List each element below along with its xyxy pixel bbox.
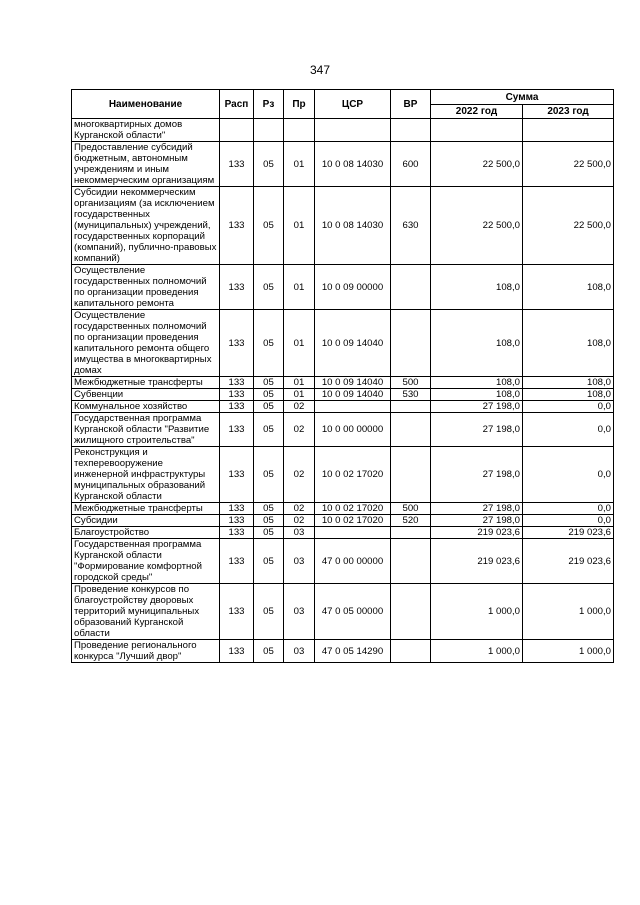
cell-2023: 108,0	[523, 265, 614, 310]
cell-rz	[254, 119, 284, 142]
cell-name: многоквартирных домов Курганской области"	[72, 119, 220, 142]
cell-csr: 10 0 08 14030	[315, 142, 391, 187]
cell-2022: 22 500,0	[431, 142, 523, 187]
cell-rz: 05	[254, 640, 284, 663]
cell-2022: 27 198,0	[431, 515, 523, 527]
cell-rasp: 133	[220, 527, 254, 539]
cell-vr	[391, 310, 431, 377]
cell-2022: 27 198,0	[431, 447, 523, 503]
cell-2023: 108,0	[523, 389, 614, 401]
table-row	[72, 527, 614, 539]
cell-rz: 05	[254, 142, 284, 187]
cell-vr: 500	[391, 503, 431, 515]
cell-csr: 10 0 02 17020	[315, 447, 391, 503]
cell-2023: 0,0	[523, 503, 614, 515]
cell-pr: 01	[284, 310, 315, 377]
cell-rz: 05	[254, 503, 284, 515]
cell-2022: 27 198,0	[431, 503, 523, 515]
cell-rz: 05	[254, 377, 284, 389]
cell-pr: 01	[284, 187, 315, 265]
cell-pr	[284, 119, 315, 142]
cell-csr	[315, 119, 391, 142]
cell-name: Субсидии некоммерческим организациям (за исключением государственных (муниципальных) учреждений, государственных корпораций (компаний), публично-правовых компаний)	[72, 187, 220, 265]
cell-2022: 22 500,0	[431, 187, 523, 265]
cell-vr: 630	[391, 187, 431, 265]
cell-csr: 10 0 00 00000	[315, 413, 391, 447]
cell-name: Предоставление субсидий бюджетным, автономным учреждениям и иным некоммерческим организациям	[72, 142, 220, 187]
cell-name: Реконструкция и техперевооружение инженерной инфраструктуры муниципальных образований Курганской области	[72, 447, 220, 503]
table-row	[72, 377, 614, 389]
cell-csr: 10 0 02 17020	[315, 515, 391, 527]
table-row	[72, 640, 614, 663]
cell-rz: 05	[254, 413, 284, 447]
table-row	[72, 142, 614, 187]
cell-csr: 10 0 09 00000	[315, 265, 391, 310]
cell-pr: 03	[284, 584, 315, 640]
table-row	[72, 413, 614, 447]
cell-2023: 219 023,6	[523, 527, 614, 539]
cell-rasp	[220, 119, 254, 142]
cell-rasp: 133	[220, 401, 254, 413]
cell-rz: 05	[254, 515, 284, 527]
table-row	[72, 447, 614, 503]
table-body	[72, 119, 614, 663]
cell-2022: 108,0	[431, 389, 523, 401]
cell-name: Межбюджетные трансферты	[72, 377, 220, 389]
cell-csr: 47 0 05 00000	[315, 584, 391, 640]
cell-name: Коммунальное хозяйство	[72, 401, 220, 413]
cell-2023: 108,0	[523, 377, 614, 389]
page-number: 347	[309, 63, 331, 77]
budget-table	[71, 89, 614, 663]
cell-2022: 1 000,0	[431, 584, 523, 640]
cell-rasp: 133	[220, 389, 254, 401]
cell-2022: 219 023,6	[431, 527, 523, 539]
cell-rz: 05	[254, 310, 284, 377]
cell-csr: 10 0 09 14040	[315, 377, 391, 389]
cell-pr: 02	[284, 413, 315, 447]
cell-rz: 05	[254, 401, 284, 413]
cell-rasp: 133	[220, 413, 254, 447]
header-sum: Сумма	[431, 90, 614, 105]
cell-csr: 47 0 00 00000	[315, 539, 391, 584]
cell-rz: 05	[254, 584, 284, 640]
cell-2023: 22 500,0	[523, 187, 614, 265]
cell-vr	[391, 539, 431, 584]
cell-csr: 10 0 02 17020	[315, 503, 391, 515]
cell-rasp: 133	[220, 447, 254, 503]
cell-rasp: 133	[220, 377, 254, 389]
table-row	[72, 389, 614, 401]
cell-rz: 05	[254, 187, 284, 265]
cell-2023: 0,0	[523, 413, 614, 447]
cell-vr: 500	[391, 377, 431, 389]
header-rasp: Расп	[220, 90, 254, 119]
cell-vr	[391, 640, 431, 663]
cell-vr: 530	[391, 389, 431, 401]
cell-rz: 05	[254, 527, 284, 539]
cell-name: Проведение регионального конкурса "Лучший двор"	[72, 640, 220, 663]
cell-rasp: 133	[220, 539, 254, 584]
cell-2022: 27 198,0	[431, 413, 523, 447]
cell-csr: 10 0 09 14040	[315, 389, 391, 401]
cell-2022: 219 023,6	[431, 539, 523, 584]
cell-2022	[431, 119, 523, 142]
cell-name: Осуществление государственных полномочий по организации проведения капитального ремонта	[72, 265, 220, 310]
header-2023: 2023 год	[523, 105, 614, 119]
cell-pr: 01	[284, 377, 315, 389]
cell-rasp: 133	[220, 310, 254, 377]
cell-pr: 03	[284, 539, 315, 584]
cell-pr: 02	[284, 515, 315, 527]
cell-pr: 01	[284, 142, 315, 187]
header-2022: 2022 год	[431, 105, 523, 119]
cell-2023: 108,0	[523, 310, 614, 377]
cell-2022: 108,0	[431, 265, 523, 310]
cell-vr	[391, 447, 431, 503]
cell-csr	[315, 401, 391, 413]
cell-vr	[391, 401, 431, 413]
cell-vr	[391, 413, 431, 447]
cell-rz: 05	[254, 389, 284, 401]
table-row	[72, 310, 614, 377]
cell-csr: 10 0 08 14030	[315, 187, 391, 265]
table-row	[72, 265, 614, 310]
cell-csr	[315, 527, 391, 539]
cell-csr: 47 0 05 14290	[315, 640, 391, 663]
cell-2023: 219 023,6	[523, 539, 614, 584]
header-csr: ЦСР	[315, 90, 391, 119]
cell-2023: 1 000,0	[523, 640, 614, 663]
cell-rasp: 133	[220, 187, 254, 265]
cell-csr: 10 0 09 14040	[315, 310, 391, 377]
header-vr: ВР	[391, 90, 431, 119]
cell-rasp: 133	[220, 142, 254, 187]
cell-name: Проведение конкурсов по благоустройству дворовых территорий муниципальных образований Курганской области	[72, 584, 220, 640]
cell-pr: 03	[284, 640, 315, 663]
cell-name: Благоустройство	[72, 527, 220, 539]
cell-2023: 0,0	[523, 515, 614, 527]
cell-2023: 1 000,0	[523, 584, 614, 640]
cell-name: Государственная программа Курганской области "Формирование комфортной городской среды"	[72, 539, 220, 584]
cell-rasp: 133	[220, 503, 254, 515]
cell-vr: 520	[391, 515, 431, 527]
cell-2023	[523, 119, 614, 142]
table-row	[72, 539, 614, 584]
table-row	[72, 401, 614, 413]
cell-rz: 05	[254, 539, 284, 584]
cell-2022: 27 198,0	[431, 401, 523, 413]
cell-name: Межбюджетные трансферты	[72, 503, 220, 515]
cell-pr: 02	[284, 447, 315, 503]
cell-vr	[391, 584, 431, 640]
cell-2023: 0,0	[523, 447, 614, 503]
cell-vr: 600	[391, 142, 431, 187]
cell-2023: 0,0	[523, 401, 614, 413]
table-row	[72, 187, 614, 265]
cell-pr: 03	[284, 527, 315, 539]
cell-pr: 02	[284, 503, 315, 515]
cell-pr: 02	[284, 401, 315, 413]
header-name: Наименование	[72, 90, 220, 119]
cell-vr	[391, 265, 431, 310]
cell-vr	[391, 527, 431, 539]
cell-rasp: 133	[220, 640, 254, 663]
cell-pr: 01	[284, 389, 315, 401]
table-row	[72, 119, 614, 142]
cell-rz: 05	[254, 265, 284, 310]
cell-rasp: 133	[220, 584, 254, 640]
cell-pr: 01	[284, 265, 315, 310]
cell-name: Субсидии	[72, 515, 220, 527]
cell-2022: 108,0	[431, 310, 523, 377]
table-row	[72, 515, 614, 527]
cell-name: Государственная программа Курганской области "Развитие жилищного строительства"	[72, 413, 220, 447]
cell-2022: 1 000,0	[431, 640, 523, 663]
cell-rasp: 133	[220, 265, 254, 310]
table-row	[72, 503, 614, 515]
cell-rz: 05	[254, 447, 284, 503]
cell-name: Осуществление государственных полномочий по организации проведения капитального ремонта общего имущества в многоквартирных домах	[72, 310, 220, 377]
header-pr: Пр	[284, 90, 315, 119]
table-row	[72, 584, 614, 640]
cell-2023: 22 500,0	[523, 142, 614, 187]
cell-name: Субвенции	[72, 389, 220, 401]
cell-rasp: 133	[220, 515, 254, 527]
cell-vr	[391, 119, 431, 142]
cell-2022: 108,0	[431, 377, 523, 389]
header-rz: Рз	[254, 90, 284, 119]
